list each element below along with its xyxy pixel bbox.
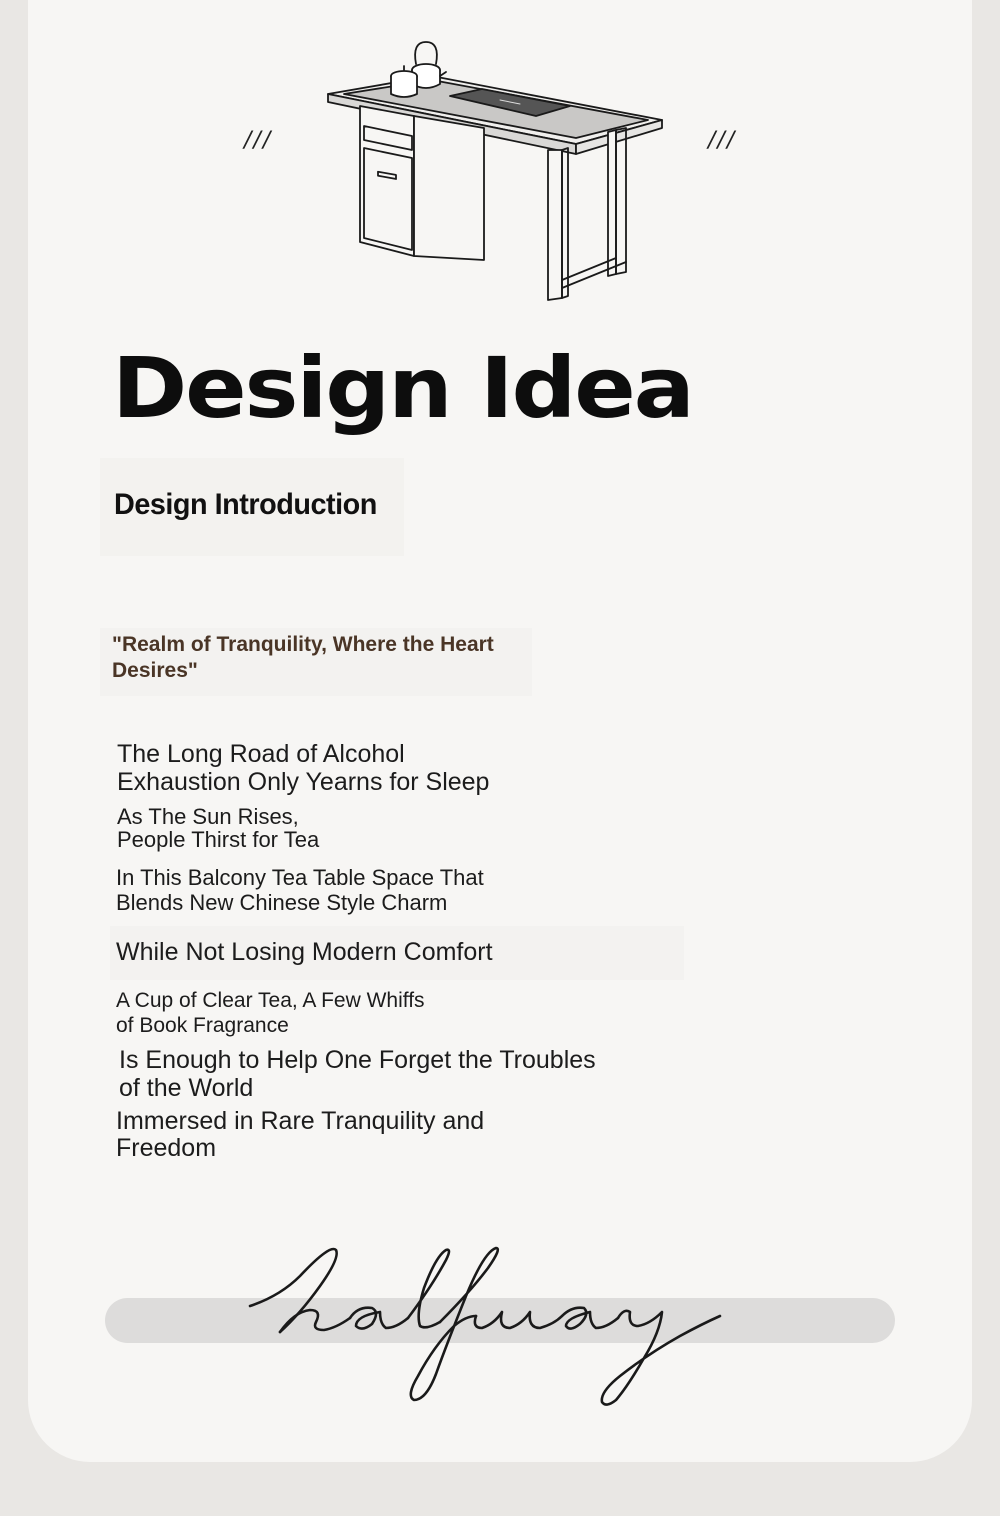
poem-line-6b: of the World [119,1074,254,1102]
main-title: Design Idea [112,339,693,437]
poem-line-1 [117,740,489,796]
poem-line-7b: Freedom [116,1134,217,1162]
poem-line-7 [116,1108,484,1162]
left-slashes: /// [244,128,273,153]
poem-line-3b: Blends New Chinese Style Charm [116,890,448,915]
poem-line-3a: In This Balcony Tea Table Space That [116,865,484,890]
poem-line-1b: Exhaustion Only Yearns for Sleep [117,768,490,796]
poem-line-4a: While Not Losing Modern Comfort [116,938,493,966]
poem-line-5 [116,988,425,1038]
poem-line-3 [116,865,484,915]
right-slashes: /// [708,128,737,153]
poem-line-6a: Is Enough to Help One Forget the Troubles [119,1046,596,1074]
poem-line-7a: Immersed in Rare Tranquility and [116,1107,485,1135]
halfway-signature [240,1236,740,1416]
tea-table-icon [300,36,680,316]
poem-line-5b: of Book Fragrance [116,1014,289,1037]
poem-line-6 [119,1046,596,1102]
poem-line-1a: The Long Road of Alcohol [117,740,405,768]
poem-line-2b: People Thirst for Tea [117,827,320,852]
quote-text: "Realm of Tranquility, Where the Heart Desires" [112,633,494,682]
section-subtitle: Design Introduction [114,488,377,521]
poem-line-4 [116,938,493,966]
poem-line-2a: As The Sun Rises, [117,804,299,829]
poem-line-2 [117,805,319,851]
poem-line-5a: A Cup of Clear Tea, A Few Whiffs [116,989,425,1012]
